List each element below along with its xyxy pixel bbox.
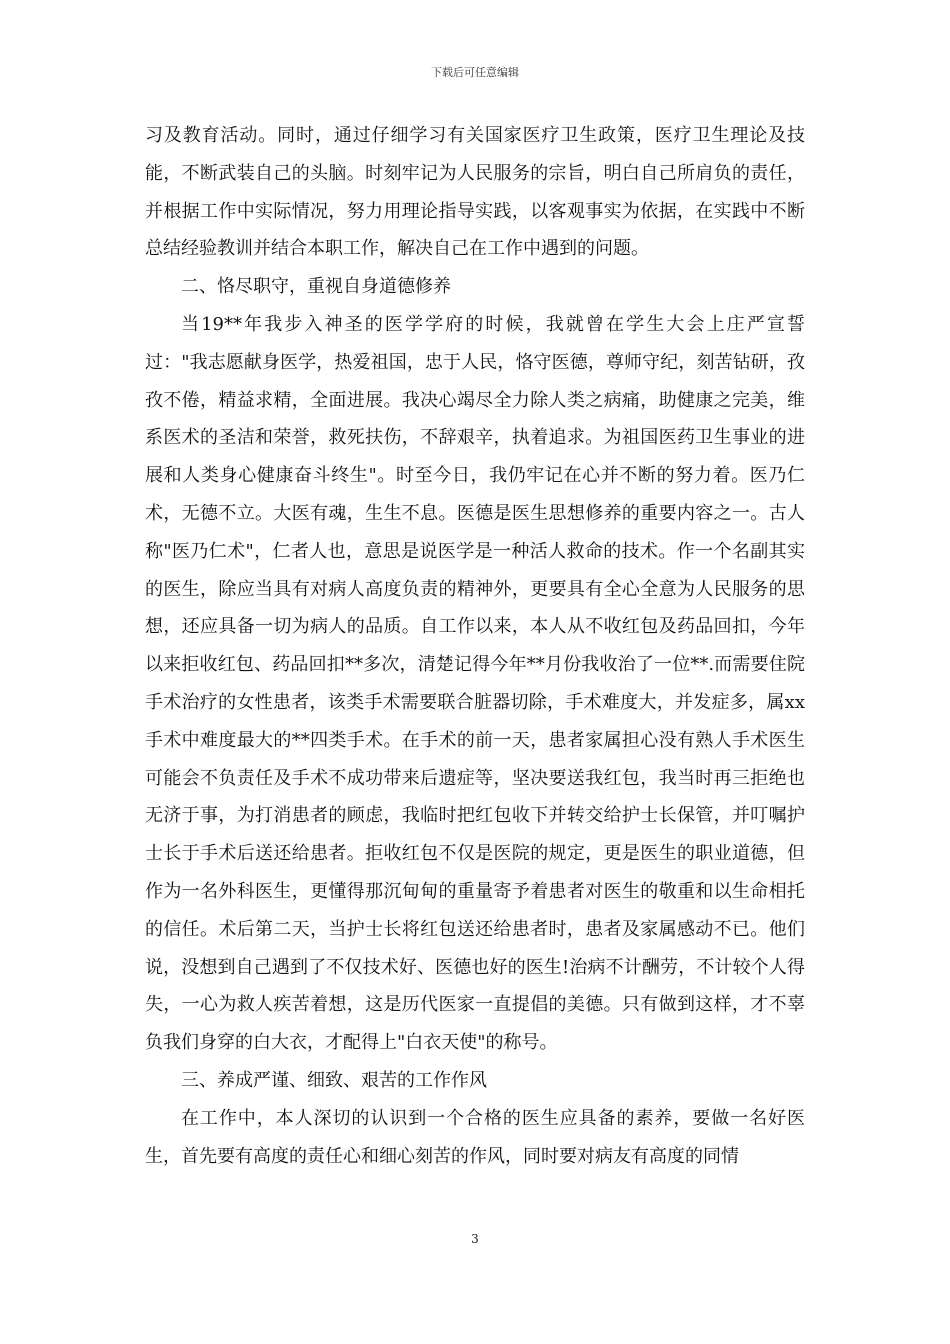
paragraph-work-style: 在工作中，本人深切的认识到一个合格的医生应具备的素养，要做一名好医生，首先要有高度的责任心和细心刻苦的作风，同时要对病友有高度的同情 (145, 1107, 805, 1167)
page-number: 3 (471, 1232, 479, 1246)
section-heading-3: 三、养成严谨、细致、艰苦的工作作风 (181, 1069, 487, 1091)
paragraph-continuation: 习及教育活动。同时，通过仔细学习有关国家医疗卫生政策，医疗卫生理论及技能，不断武装自己的头脑。时刻牢记为人民服务的宗旨，明白自己所肩负的责任，并根据工作中实际情况，努力用理论指导实践，以客观事实为依据，在实践中不断总结经验教训并结合本职工作，解决自己在工作中遇到的问题。 (145, 125, 805, 260)
page-header: 下载后可任意编辑 (431, 66, 519, 79)
paragraph-ethics: 当19**年我步入神圣的医学学府的时候，我就曾在学生大会上庄严宣誓过："我志愿献身医学，热爱祖国，忠于人民，恪守医德，尊师守纪，刻苦钻研，孜孜不倦，精益求精，全面进展。我决心竭尽全力除人类之病痛，助健康之完美，维系医术的圣洁和荣誉，救死扶伤，不辞艰辛，执着追求。为祖国医药卫生事业的进展和人类身心健康奋斗终生"。时至今日，我仍牢记在心并不断的努力着。医乃仁术，无德不立。大医有魂，生生不息。医德是医生思想修养的重要内容之一。古人称"医乃仁术"，仁者人也，意思是说医学是一种活人救命的技术。作一个名副其实的医生，除应当具有对病人高度负责的精神外，更要具有全心全意为人民服务的思想，还应具备一切为病人的品质。自工作以来，本人从不收红包及药品回扣，今年以来拒收红包、药品回扣**多次，清楚记得今年**月份我收治了一位**.而需要住院手术治疗的女性患者，该类手术需要联合脏器切除，手术难度大，并发症多，属xx手术中难度最大的**四类手术。在手术的前一天，患者家属担心没有熟人手术医生可能会不负责任及手术不成功带来后遗症等，坚决要送我红包，我当时再三拒绝也无济于事，为打消患者的顾虑，我临时把红包收下并转交给护士长保管，并叮嘱护士长于手术后送还给患者。拒收红包不仅是医院的规定，更是医生的职业道德，但作为一名外科医生，更懂得那沉甸甸的重量寄予着患者对医生的敬重和以生命相托的信任。术后第二天，当护士长将红包送还给患者时，患者及家属感动不已。他们说，没想到自己遇到了不仅技术好、医德也好的医生!治病不计酬劳，不计较个人得失，一心为救人疾苦着想，这是历代医家一直提倡的美德。只有做到这样，才不辜负我们身穿的白大衣，才配得上"白衣天使"的称号。 (145, 313, 805, 1054)
document-body (145, 117, 805, 1175)
section-heading-2: 二、恪尽职守，重视自身道德修养 (181, 276, 451, 298)
